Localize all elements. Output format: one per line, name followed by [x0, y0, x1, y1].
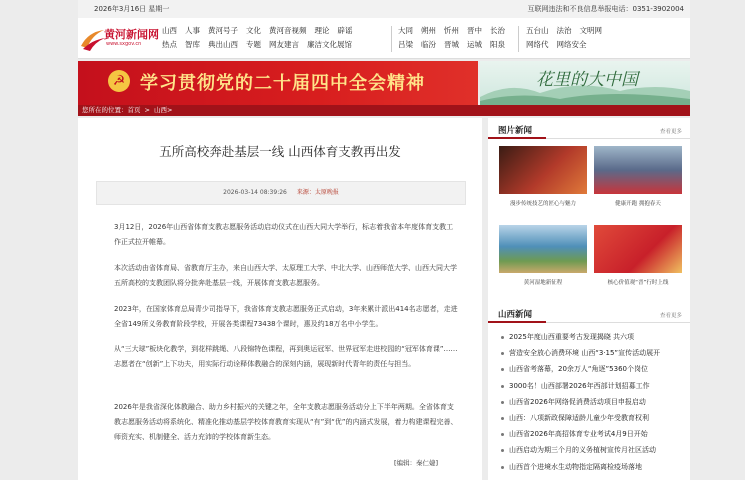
- nav-city[interactable]: 临汾: [421, 40, 436, 49]
- banner-calligraphy: 花里的大中国: [536, 70, 638, 90]
- article-title: 五所高校奔赴基层一线 山西体育支教再出发: [159, 144, 401, 159]
- news-link[interactable]: 山西省2026年高招体育专业考试4月9日开始: [500, 426, 688, 442]
- nav-city[interactable]: 晋中: [467, 26, 482, 35]
- photo-news-title: 图片新闻: [498, 126, 533, 136]
- nav-item[interactable]: 热点: [162, 40, 177, 49]
- breadcrumb-section[interactable]: 山西>: [153, 106, 173, 114]
- article-editor: [编辑：秦仁婕]: [394, 459, 439, 467]
- logo-url: www.sxgov.cn: [106, 41, 142, 47]
- nav-item[interactable]: 黄河号子: [208, 26, 238, 35]
- banner-slogan-panel[interactable]: [78, 61, 478, 105]
- nav-item[interactable]: 山西: [162, 26, 177, 35]
- banner-ad-panel[interactable]: [480, 61, 690, 105]
- photo-news-item[interactable]: [594, 225, 682, 286]
- nav-extra-item[interactable]: 法治: [556, 26, 572, 35]
- top-bar: [78, 0, 690, 19]
- nav-item[interactable]: 辟谣: [337, 26, 353, 35]
- breadcrumb: [78, 105, 690, 116]
- logo-swoosh-icon: [80, 26, 106, 52]
- photo-thumbnail[interactable]: [499, 225, 587, 273]
- photo-news-header: [488, 124, 690, 139]
- banner-slogan: 学习贯彻党的二十届四中全会精神: [140, 73, 425, 94]
- article: [78, 118, 482, 480]
- nav-item[interactable]: 理论: [314, 26, 330, 35]
- nav-city[interactable]: 吕梁: [398, 40, 413, 49]
- photo-news-item[interactable]: [499, 225, 587, 286]
- article-date: 2026-03-14 08:39:26: [223, 189, 287, 196]
- nav-item[interactable]: 廉洁文化展馆: [307, 40, 352, 49]
- shanxi-news-title: 山西新闻: [498, 310, 533, 320]
- photo-caption[interactable]: 黄河湿地新征程: [523, 280, 563, 286]
- shanxi-news-header: [488, 308, 690, 323]
- nav-extra-item[interactable]: 五台山: [526, 26, 549, 35]
- photo-news-item[interactable]: [499, 146, 587, 207]
- news-link[interactable]: 营造安全放心消费环境 山西“3·15”宣传活动展开: [500, 345, 688, 361]
- photo-news-more-link[interactable]: 查看更多: [659, 129, 682, 135]
- nav-city[interactable]: 长治: [490, 26, 505, 35]
- photo-thumbnail[interactable]: [499, 146, 587, 194]
- nav-extra: [526, 24, 610, 52]
- news-link[interactable]: 山西首个进境水生动物指定隔离检疫场落地: [500, 459, 688, 475]
- top-banner[interactable]: [78, 61, 690, 105]
- nav-divider: [391, 26, 392, 52]
- site-header: [78, 18, 690, 59]
- breadcrumb-label: 您所在的位置：: [82, 106, 128, 114]
- nav-city[interactable]: 晋城: [444, 40, 459, 49]
- photo-thumbnail[interactable]: [594, 146, 682, 194]
- section-accent: [488, 137, 546, 139]
- nav-main: [162, 24, 361, 52]
- news-link[interactable]: 山西启动为期三个月的义务植树宣传月社区活动: [500, 442, 688, 458]
- site-logo[interactable]: [80, 26, 159, 52]
- nav-city[interactable]: 大同: [398, 26, 413, 35]
- news-link[interactable]: 山西省考落幕，20余万人“角逐”5360个岗位: [500, 361, 688, 377]
- nav-extra-item[interactable]: 文明网: [579, 26, 602, 35]
- article-paragraph: 2023年，在国家体育总局青少司指导下，我省体育支教志愿服务正式启动，3年来累计派出414名志愿者，走进全省149所义务教育阶段学校，开展各类课程73438个课时，惠及约18万名中小学生。: [114, 305, 458, 328]
- article-source[interactable]: 来源：太原晚报: [296, 189, 339, 196]
- news-link[interactable]: 山西省2026年网络促消费活动项目申报启动: [500, 394, 688, 410]
- nav-cities: [398, 24, 513, 52]
- party-emblem-icon: ☭: [108, 70, 130, 92]
- nav-item[interactable]: 网友建言: [269, 40, 299, 49]
- nav-extra-item[interactable]: 网络安全: [556, 40, 587, 49]
- news-link[interactable]: 3000名！山西部署2026年西部计划招募工作: [500, 378, 688, 394]
- nav-item[interactable]: 人事: [185, 26, 200, 35]
- section-accent: [488, 321, 546, 323]
- photo-caption[interactable]: 漫步传统技艺的匠心与魅力: [509, 201, 576, 207]
- current-date: 2026年3月16日 星期一: [94, 5, 170, 13]
- article-meta: [96, 181, 466, 205]
- nav-item[interactable]: 黄河音视频: [269, 26, 307, 35]
- nav-item[interactable]: 典出山西: [208, 40, 238, 49]
- photo-thumbnail[interactable]: [594, 225, 682, 273]
- nav-item[interactable]: 专题: [246, 40, 261, 49]
- breadcrumb-separator: >: [144, 106, 150, 114]
- news-link[interactable]: 2025年度山西重要考古发现揭晓 共六项: [500, 329, 688, 345]
- article-paragraph: 本次活动由省体育局、省教育厅主办，来自山西大学、太原理工大学、中北大学、山西师范大学、山西大同大学五所高校的支教团队将分批奔赴基层一线，开展体育支教志愿服务。: [114, 264, 457, 287]
- photo-caption[interactable]: 核心价值观“晋”行时上线: [607, 280, 669, 286]
- nav-city[interactable]: 运城: [467, 40, 482, 49]
- article-paragraph: 从“三大球”板块化教学，到花样跳绳、八段锦特色课程，再到奥运冠军、世界冠军走进校园的“冠军体育课”……志愿者在“创新”上下功夫，用实际行动诠释体教融合的深刻内涵，展现新时代青年的责任与担当。: [114, 345, 458, 368]
- report-hotline-link[interactable]: 互联网违法和不良信息举报电话：0351-3902004: [527, 5, 684, 13]
- article-paragraph: 2026年是我省深化体教融合、助力乡村振兴的关键之年，全年支教志愿服务活动分上下半年两期。全省体育支教志愿服务活动将系统化、精准化推动基层学校体育教育实现从“有”到“优”的内涵式发展，着力构建课程完善、师资充实、机制健全、活力充沛的学校体育新生态。: [114, 403, 458, 441]
- photo-caption[interactable]: 健康开跑 拥抱春天: [615, 201, 661, 207]
- nav-item[interactable]: 文化: [246, 26, 261, 35]
- photo-news-item[interactable]: [594, 146, 682, 207]
- nav-city[interactable]: 忻州: [444, 26, 459, 35]
- nav-extra-item[interactable]: 网络代: [526, 40, 549, 49]
- shanxi-news-list: [500, 329, 688, 475]
- nav-divider: [518, 26, 519, 52]
- article-paragraph: 3月12日，2026年山西省体育支教志愿服务活动启动仪式在山西大同大学举行，标志着我省本年度体育支教工作正式拉开帷幕。: [114, 223, 454, 246]
- sidebar: [488, 118, 690, 480]
- nav-city[interactable]: 阳泉: [490, 40, 505, 49]
- shanxi-news-more-link[interactable]: 查看更多: [659, 313, 682, 319]
- logo-name: 黄河新闻网: [104, 28, 159, 41]
- news-link[interactable]: 山西：八项新政保障适龄儿童少年受教育权利: [500, 410, 688, 426]
- nav-city[interactable]: 朔州: [421, 26, 436, 35]
- nav-item[interactable]: 智库: [185, 40, 200, 49]
- breadcrumb-home[interactable]: 首页: [127, 106, 141, 114]
